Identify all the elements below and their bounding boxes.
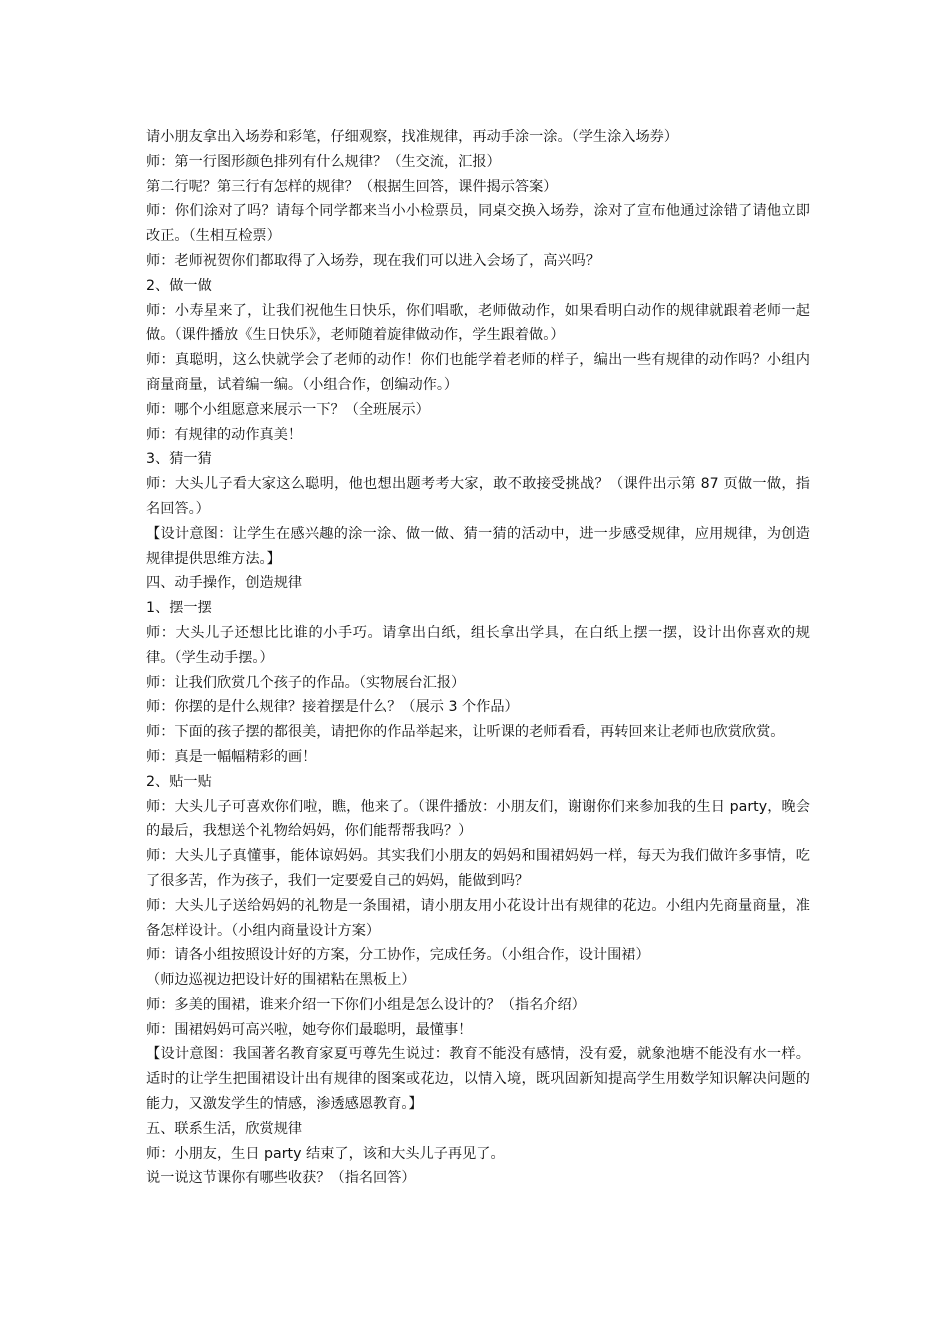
paragraph: 请小朋友拿出入场券和彩笔，仔细观察，找准规律，再动手涂一涂。（学生涂入场券） (146, 129, 679, 145)
paragraph: 师：哪个小组愿意来展示一下？（全班展示） (146, 401, 430, 418)
paragraph: 师：真聪明，这么快就学会了老师的动作！你们也能学着老师的样子，编出一些有规律的动作吗？小组内商量商量，试着编一编。（小组合作，创编动作。） (146, 352, 810, 393)
paragraph: 师：大头儿子真懂事，能体谅妈妈。其实我们小朋友的妈妈和围裙妈妈一样，每天为我们做许多事情，吃了很多苦，作为孩子，我们一定要爱自己的妈妈，能做到吗？ (146, 848, 810, 889)
section-heading: 2、做一做 (146, 277, 212, 294)
paragraph: 师：真是一幅幅精彩的画！ (146, 748, 317, 765)
paragraph: 师：小朋友，生日 party 结束了，该和大头儿子再见了。 (146, 1145, 505, 1162)
paragraph: 师：大头儿子可喜欢你们啦，瞧，他来了。（课件播放：小朋友们，谢谢你们来参加我的生日 party，晚会的最后，我想送个礼物给妈妈，你们能帮帮我吗？） (146, 798, 810, 840)
section-heading: 2、贴一贴 (146, 773, 212, 790)
paragraph: 师：多美的围裙，谁来介绍一下你们小组是怎么设计的？（指名介绍） (146, 996, 586, 1013)
paragraph: 第二行呢？第三行有怎样的规律？（根据生回答，课件揭示答案） (146, 178, 558, 195)
paragraph: （师边巡视边把设计好的围裙粘在黑板上） (146, 972, 416, 989)
section-heading: 五、联系生活，欣赏规律 (146, 1120, 303, 1137)
paragraph: 师：下面的孩子摆的都很美，请把你的作品举起来，让听课的老师看看，再转回来让老师也欣赏欣赏。 (146, 724, 785, 741)
section-heading: 1、摆一摆 (146, 600, 212, 617)
paragraph: 师：大头儿子送给妈妈的礼物是一条围裙，请小朋友用小花设计出有规律的花边。小组内先商量商量，准备怎样设计。（小组内商量设计方案） (146, 897, 810, 939)
paragraph: 师：老师祝贺你们都取得了入场券，现在我们可以进入会场了，高兴吗？ (146, 252, 601, 269)
section-heading: 3、猜一猜 (146, 451, 212, 468)
paragraph: 师：大头儿子还想比比谁的小手巧。请拿出白纸，组长拿出学具，在白纸上摆一摆，设计出你喜欢的规律。（学生动手摆。） (146, 624, 810, 666)
paragraph: 说一说这节课你有哪些收获？（指名回答） (146, 1170, 416, 1187)
paragraph: 师：小寿星来了，让我们祝他生日快乐，你们唱歌，老师做动作，如果看明白动作的规律就跟着老师一起做。（课件播放《生日快乐》，老师随着旋律做动作，学生跟着做。） (146, 302, 810, 344)
paragraph: 师：让我们欣赏几个孩子的作品。（实物展台汇报） (146, 674, 466, 691)
paragraph: 师：你们涂对了吗？请每个同学都来当小小检票员，同桌交换入场券，涂对了宣布他通过涂错了请他立即改正。（生相互检票） (146, 203, 810, 245)
section-heading: 四、动手操作，创造规律 (146, 575, 303, 592)
paragraph: 师：请各小组按照设计好的方案，分工协作，完成任务。（小组合作，设计围裙） (146, 947, 650, 964)
paragraph: 师：大头儿子看大家这么聪明，他也想出题考考大家，敢不敢接受挑战？（课件出示第 87 页做一做，指名回答。） (146, 476, 810, 517)
paragraph: 师：你摆的是什么规律？接着摆是什么？（展示 3 个作品） (146, 699, 519, 716)
paragraph: 师：第一行图形颜色排列有什么规律？（生交流，汇报） (146, 153, 501, 170)
paragraph: 师：有规律的动作真美！ (146, 426, 303, 443)
design-intent-note: 【设计意图：我国著名教育家夏丏尊先生说过：教育不能没有感情，没有爱，就象池塘不能没有水一样。适时的让学生把围裙设计出有规律的图案或花边，以情入境，既巩固新知提高学生用数学知识解决问题的能力，又激发学生的情感，渗透感恩教育。】 (146, 1046, 810, 1113)
design-intent-note: 【设计意图：让学生在感兴趣的涂一涂、做一做、猜一猜的活动中，进一步感受规律，应用规律，为创造规律提供思维方法。】 (146, 525, 810, 567)
document-body (146, 125, 810, 1191)
paragraph: 师：围裙妈妈可高兴啦，她夸你们最聪明，最懂事！ (146, 1021, 473, 1038)
